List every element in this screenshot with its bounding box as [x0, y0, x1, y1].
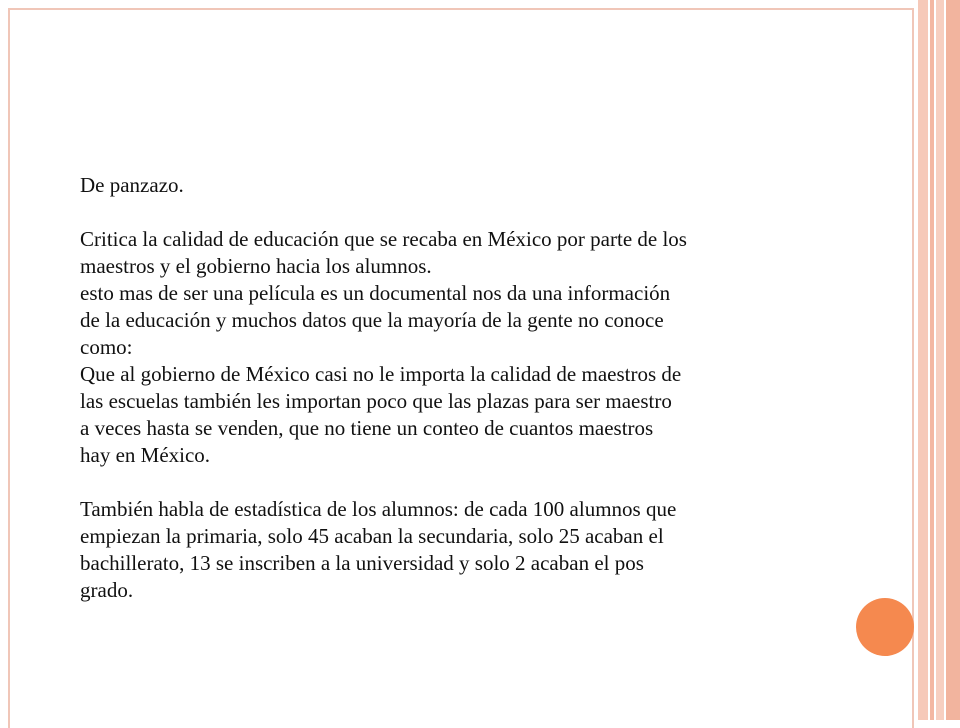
paragraph: esto mas de ser una película es un documental nos da una información de la educación y muchos datos que la mayoría de la gente no conoce como:: [80, 281, 671, 359]
paragraph: Que al gobierno de México casi no le importa la calidad de maestros de las escuelas también les importan poco que las plazas para ser maestro a veces hasta se venden, que no tiene un conteo de cuantos maestros hay en México.: [80, 362, 682, 467]
decorative-stripe: [946, 0, 960, 720]
decorative-stripe: [918, 0, 928, 720]
paragraph-gap: [80, 199, 860, 226]
accent-circle: [856, 598, 914, 656]
paragraph: También habla de estadística de los alumnos: de cada 100 alumnos que empiezan la primaria, solo 45 acaban la secundaria, solo 25 acaban el bachillerato, 13 se inscriben a la universidad y solo 2 acaban el pos grado.: [80, 497, 677, 602]
paragraph: Critica la calidad de educación que se recaba en México por parte de los maestros y el gobierno hacia los alumnos.: [80, 227, 687, 278]
decorative-stripe: [936, 0, 944, 720]
slide-heading: De panzazo.: [80, 173, 184, 197]
decorative-stripe: [930, 0, 934, 720]
slide-body: [80, 172, 860, 604]
paragraph-gap: [80, 469, 860, 496]
